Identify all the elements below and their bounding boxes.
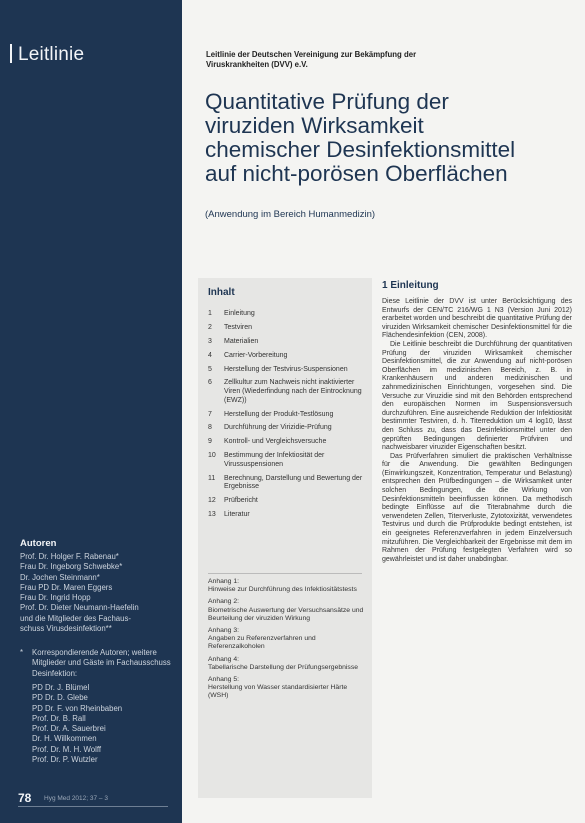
toc-number: 3 <box>208 337 212 345</box>
contents-box <box>198 278 372 798</box>
page-title <box>205 90 555 186</box>
toc-label: Prüfbericht <box>224 497 258 505</box>
author-item: Frau PD Dr. Maren Eggers <box>20 582 113 592</box>
section-heading: 1 Einleitung <box>382 280 439 291</box>
title-line: chemischer Desinfektionsmittel <box>205 137 516 162</box>
appendix-text: Biometrische Auswertung der Versuchsansätze und Beurteilung der viruziden Wirkung <box>208 606 364 622</box>
author-item: Frau Dr. Ingrid Hopp <box>20 593 91 603</box>
organization-line: Leitlinie der Deutschen Vereinigung zur Bekämpfung der Viruskrankheiten (DVV) e.V. <box>206 50 417 69</box>
toc-number: 8 <box>208 424 212 432</box>
appendix-item <box>208 676 366 701</box>
appendix-text: Tabellarische Darstellung der Prüfungsergebnisse <box>208 663 358 671</box>
authors-list <box>20 552 178 634</box>
toc-number: 13 <box>208 511 216 519</box>
toc-item <box>208 475 368 492</box>
toc-label: Testviren <box>224 323 253 331</box>
title-line: Quantitative Prüfung der <box>205 89 449 114</box>
toc-label: Berechnung, Darstellung und Bewertung der Ergebnisse <box>224 474 363 491</box>
toc-label: Bestimmung der Infektiosität der Virussuspensionen <box>224 452 325 468</box>
author-item: Prof. Dr. Holger F. Rabenau* <box>20 552 119 561</box>
toc-number: 9 <box>208 438 212 446</box>
title-line: viruziden Wirksamkeit <box>205 113 424 138</box>
section-label-text: Leitlinie <box>18 44 85 65</box>
member-item: PD Dr. J. Blümel <box>32 683 90 692</box>
toc-number: 6 <box>208 379 212 387</box>
appendix-label: Anhang 3: <box>208 627 239 635</box>
contents-list <box>208 310 368 525</box>
author-item: Frau Dr. Ingeborg Schwebke* <box>20 562 123 572</box>
authors-title: Autoren <box>20 538 57 549</box>
contents-divider <box>208 573 362 574</box>
appendix-item <box>208 598 366 623</box>
toc-label: Einleitung <box>224 310 255 317</box>
toc-item <box>208 324 368 333</box>
body-paragraph: Die Leitlinie beschreibt die Durchführung der quantitativen Prüfung der viruziden Wirksamkeit chemischer Desinfektionsmittel, die zur Anwendung auf nicht-porösen Oberflächen im medizinischen Bereich, z. B. in Krankenhäusern und anderen medizinischen und zahnmedizinischen Einrichtungen, vorgesehen sind. Die Versuche zur Viruzidie sind mit den Behörden entsprechend den europäischen Normen im Suspensionsversuch durchzuführen. Eine ausreichende Reduktion der Infektiosität bestimmter Testviren, d. h. Titerreduktion um 4 log10, lässt den Schluss zu, dass das Desinfektionsmittel unter den geprüften Bedingungen definierter Prüfviren und nachweisbarer viruzider Eigenschaften besitzt. <box>382 340 572 452</box>
author-item: Prof. Dr. Dieter Neumann-Haefelin <box>20 603 139 613</box>
toc-item <box>208 438 368 447</box>
toc-label: Literatur <box>224 511 250 519</box>
note-star: * <box>20 648 24 657</box>
toc-number: 10 <box>208 452 216 460</box>
page-number: 78 <box>18 791 32 805</box>
members-list <box>32 683 122 765</box>
sidebar-panel <box>0 0 182 823</box>
toc-item <box>208 310 368 319</box>
member-item: Prof. Dr. P. Wutzler <box>32 755 98 765</box>
contents-title: Inhalt <box>208 287 235 298</box>
appendix-label: Anhang 5: <box>208 676 239 684</box>
toc-label: Durchführung der Virizidie-Prüfung <box>224 424 332 432</box>
body-paragraph: Diese Leitlinie der DVV ist unter Berücksichtigung des Entwurfs der CEN/TC 216/WG 1 N3 (Version Juni 2012) erarbeitet worden und beschreibt die quantitative Prüfung der viruziden Wirksamkeit chemischer Desinfektionsmittel für die Flächendesinfektion (CEN, 2008). <box>382 298 572 340</box>
toc-number: 1 <box>208 310 212 317</box>
author-item: schuss Virusdesinfektion** <box>20 624 112 634</box>
toc-number: 4 <box>208 351 212 359</box>
appendix-label: Anhang 1: <box>208 578 239 585</box>
toc-item <box>208 511 368 520</box>
body-paragraph: Das Prüfverfahren simuliert die praktischen Verhältnisse für die Anwendung. Die gewählten Bedingungen (Einwirkungszeit, Konzentration, Temperatur und Belastung) entsprechen den Prüfbedingungen – die Wirksamkeit unter solchen Bedingungen, die die Wirkung von Desinfektionsmitteln beeinflussen können. Da methodisch bedingte Einflüsse auf die Titerabnahme durch die verwendeten Zellen, Titerverluste, Zytotoxizität, verwendetes Testvirus und durch die Prüfprodukte bedingt entstehen, ist ein geeignetes Referenzverfahren in jedem Einzelversuch mitzuführen. Die Vergleichbarkeit der Ergebnisse mit dem im Rahmen der Prüfung festgelegten Verfahren wird so gewährleistet und ist daher unabdingbar. <box>382 452 572 563</box>
toc-number: 5 <box>208 365 212 373</box>
journal-footer: Hyg Med 2012; 37 – 3 <box>44 795 108 802</box>
toc-item <box>208 366 368 375</box>
toc-label: Carrier-Vorbereitung <box>224 351 288 359</box>
toc-label: Kontroll- und Vergleichsversuche <box>224 438 327 446</box>
appendix-label: Anhang 4: <box>208 655 239 663</box>
note-text: Korrespondierende Autoren; weitere Mitglieder und Gäste im Fachausschuss Desinfektion: <box>32 648 171 678</box>
appendix-text: Hinweise zur Durchführung des Infektiositätstests <box>208 586 357 594</box>
member-item: Dr. H. Willkommen <box>32 734 97 744</box>
page-subtitle: (Anwendung im Bereich Humanmedizin) <box>205 209 376 220</box>
section-label <box>10 44 84 66</box>
toc-label: Zellkultur zum Nachweis nicht inaktivierter Viren (Wiederfindung nach der Eintrocknung (EWZ)) <box>224 379 362 404</box>
appendix-list <box>208 578 366 705</box>
toc-number: 2 <box>208 323 212 331</box>
authors-note <box>20 648 178 679</box>
toc-number: 11 <box>208 474 216 482</box>
toc-number: 12 <box>208 497 216 505</box>
toc-item <box>208 379 368 405</box>
title-line: auf nicht-porösen Oberflächen <box>205 161 508 186</box>
member-item: PD Dr. F. von Rheinbaben <box>32 703 123 713</box>
toc-number: 7 <box>208 410 212 418</box>
toc-item <box>208 452 368 469</box>
appendix-label: Anhang 2: <box>208 598 239 606</box>
toc-label: Materialien <box>224 337 259 345</box>
section-bar <box>10 44 12 63</box>
toc-label: Herstellung der Testvirus-Suspensionen <box>224 365 348 373</box>
appendix-item <box>208 656 366 672</box>
toc-item <box>208 338 368 347</box>
toc-item <box>208 411 368 420</box>
footer-divider <box>18 806 168 807</box>
member-item: Prof. Dr. M. H. Wolff <box>32 744 102 754</box>
appendix-item <box>208 627 366 652</box>
toc-item <box>208 424 368 433</box>
appendix-text: Angaben zu Referenzverfahren und Referenzalkoholen <box>208 635 316 651</box>
author-item: Dr. Jochen Steinmann* <box>20 572 100 582</box>
toc-item <box>208 352 368 361</box>
member-item: Prof. Dr. A. Sauerbrei <box>32 724 106 734</box>
toc-item <box>208 497 368 506</box>
author-item: und die Mitglieder des Fachaus- <box>20 613 131 623</box>
appendix-text: Herstellung von Wasser standardisierter Härte (WSH) <box>208 684 348 700</box>
member-item: Prof. Dr. B. Rall <box>32 713 86 723</box>
member-item: PD Dr. D. Glebe <box>32 693 88 703</box>
article-body <box>382 298 572 564</box>
toc-label: Herstellung der Produkt-Testlösung <box>224 410 334 418</box>
appendix-item <box>208 578 366 594</box>
